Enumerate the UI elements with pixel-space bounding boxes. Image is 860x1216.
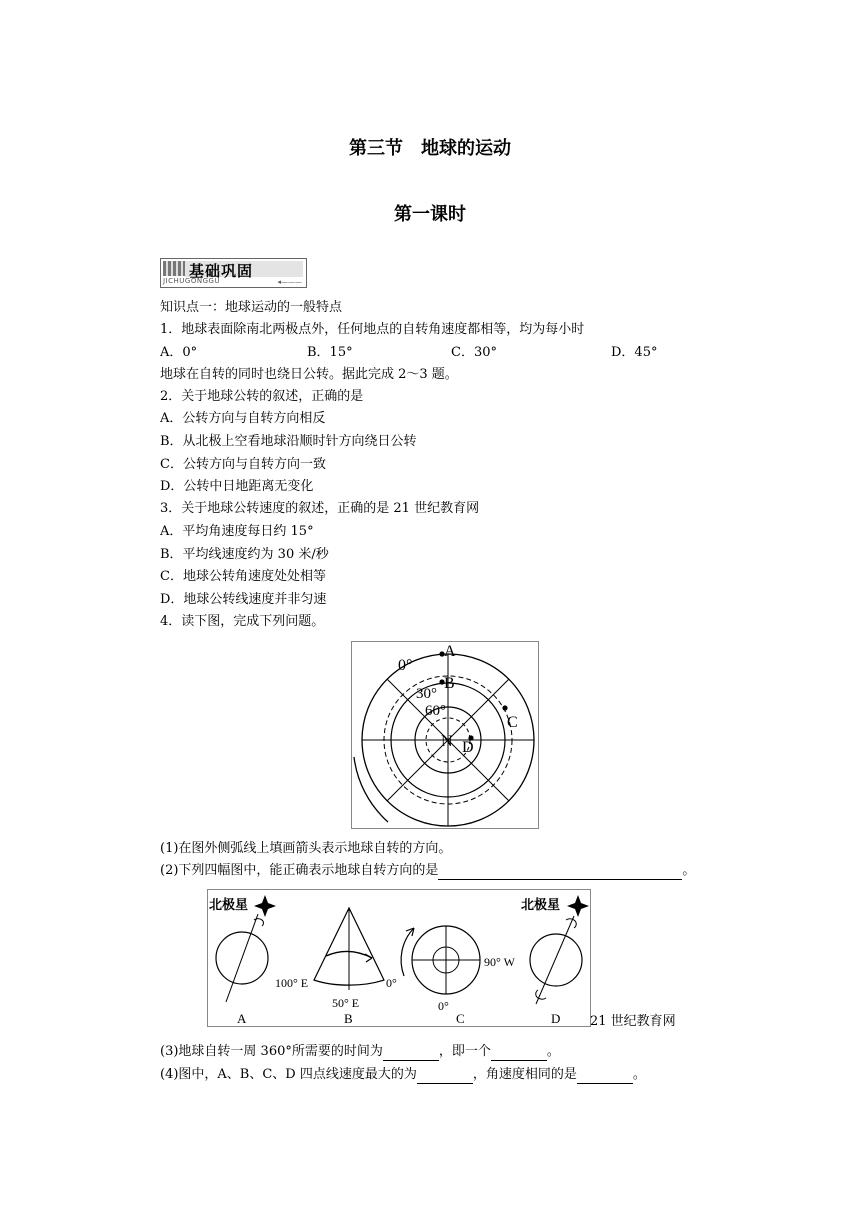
q3-option-b: B．平均线速度约为 30 米/秒 — [160, 547, 329, 562]
panel-label-d: D — [551, 1011, 561, 1026]
polaris-label-d: 北极星 — [521, 897, 561, 912]
star-icon — [567, 895, 589, 917]
q1-option-b: B．15° — [307, 345, 353, 360]
q3-option-d: D．地球公转线速度并非匀速 — [160, 592, 327, 607]
knowledge-point: 知识点一：地球运动的一般特点 — [160, 300, 343, 315]
q4-sub1: (1)在图外侧弧线上填画箭头表示地球自转的方向。 — [160, 841, 452, 856]
badge-label: 基础巩固 — [189, 262, 254, 280]
intro-2-3: 地球在自转的同时也绕日公转。据此完成 2～3 题。 — [160, 367, 458, 382]
q1-stem: 1．地球表面除南北两极点外，任何地点的自转角速度都相等，均为每小时 — [160, 322, 585, 337]
stair-icon — [163, 261, 185, 276]
badge-arrow-icon: ◂——— — [277, 278, 302, 286]
q4-sub3: (3)地球自转一周 360°所需要的时间为 ，即一个 。 — [160, 1044, 560, 1059]
q1-option-d: D．45° — [611, 345, 658, 360]
badge-sub: JICHUGONGGU — [163, 277, 221, 285]
page-title: 第三节 地球的运动 — [349, 138, 511, 159]
answer-blank-3b[interactable] — [491, 1046, 547, 1061]
q2-option-b: B．从北极上空看地球沿顺时针方向绕日公转 — [160, 434, 417, 449]
label-pole: N — [441, 733, 453, 750]
q4-stem: 4．读下图，完成下列问题。 — [160, 614, 325, 629]
q2-option-d: D．公转中日地距离无变化 — [160, 479, 314, 494]
q2-stem: 2．关于地球公转的叙述，正确的是 — [160, 389, 364, 404]
q1-option-c: C．30° — [451, 345, 497, 360]
rotation-arc[interactable] — [354, 757, 388, 822]
label-lat60: 60° — [425, 703, 446, 719]
panel-d — [521, 895, 589, 1026]
answer-blank-4b[interactable] — [577, 1069, 633, 1084]
answer-blank-4a[interactable] — [417, 1069, 473, 1084]
panel-b — [275, 908, 397, 1026]
panel-label-a: A — [237, 1011, 247, 1026]
q3-stem: 3．关于地球公转速度的叙述，正确的是 21 世纪教育网 — [160, 501, 480, 516]
watermark: 21 世纪教育网 — [590, 1014, 676, 1029]
polar-figure — [351, 641, 539, 829]
c-label-0: 0° — [438, 999, 449, 1013]
q4-sub4: (4)图中，A、B、C、D 四点线速度最大的为 ，角速度相同的是 。 — [160, 1067, 646, 1082]
q2-option-a: A．公转方向与自转方向相反 — [160, 411, 326, 426]
label-b: B — [444, 675, 455, 692]
q3-option-c: C．地球公转角速度处处相等 — [160, 569, 326, 584]
panel-label-c: C — [456, 1011, 465, 1026]
answer-blank-2[interactable] — [438, 865, 682, 880]
label-d: D — [462, 739, 474, 756]
section-badge — [160, 258, 307, 288]
label-c: C — [507, 714, 518, 731]
b-label-100e: 100° E — [275, 976, 309, 990]
polaris-label-a: 北极星 — [209, 897, 249, 912]
panel-label-b: B — [344, 1011, 353, 1026]
panel-c — [401, 926, 515, 1026]
label-lat30: 30° — [416, 686, 437, 702]
label-lat0: 0° — [398, 657, 413, 674]
b-label-50e: 50° E — [332, 996, 360, 1010]
c-label-90w: 90° W — [484, 955, 515, 969]
label-a: A — [444, 643, 456, 660]
rotation-options-figure — [207, 889, 591, 1027]
q1-option-a: A．0° — [160, 345, 198, 360]
lesson-subtitle: 第一课时 — [394, 204, 466, 225]
q3-option-a: A．平均角速度每日约 15° — [160, 524, 314, 539]
q4-sub2: (2)下列四幅图中，能正确表示地球自转方向的是 。 — [160, 863, 696, 878]
q2-option-c: C．公转方向与自转方向一致 — [160, 457, 326, 472]
b-label-0: 0° — [386, 976, 397, 990]
answer-blank-3a[interactable] — [383, 1046, 439, 1061]
panel-a — [209, 895, 276, 1026]
star-icon — [254, 895, 276, 917]
